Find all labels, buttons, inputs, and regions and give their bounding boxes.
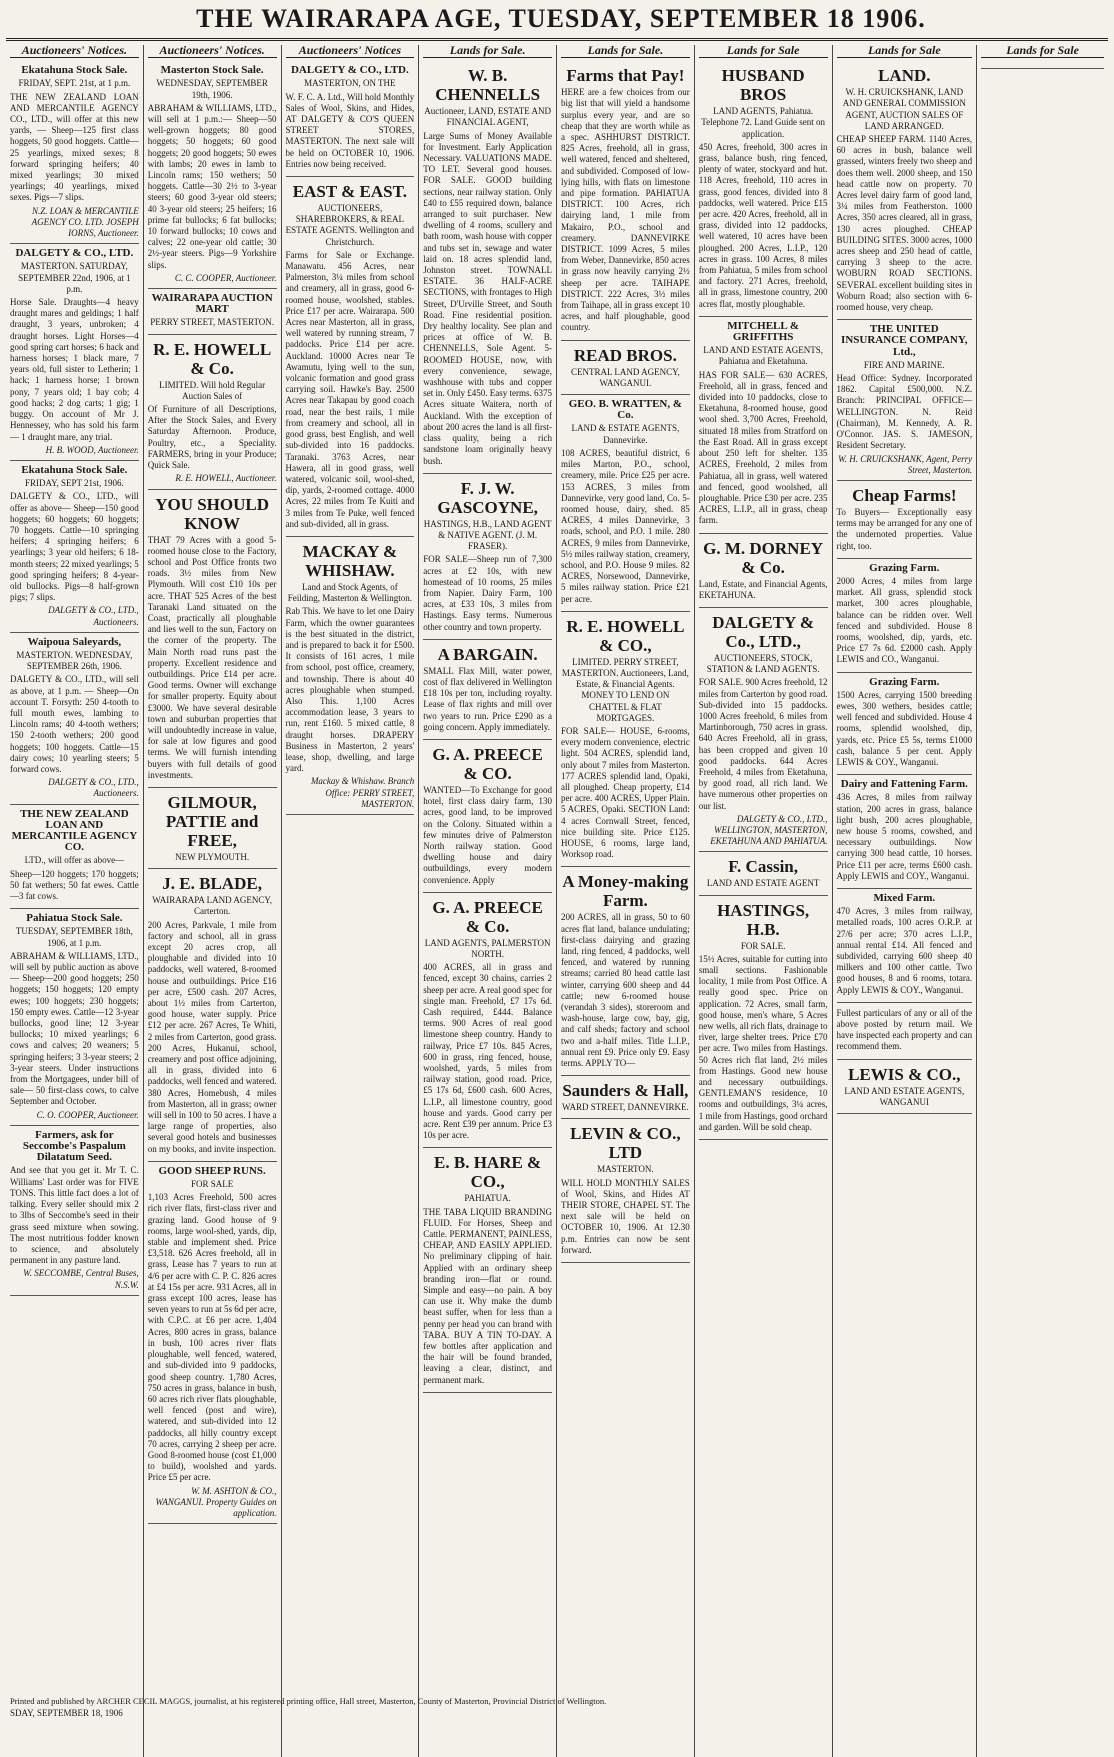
ad-subtitle: FOR SALE: [190, 1179, 234, 1190]
ad-signature: DALGETY & CO., LTD., Auctioneers.: [48, 605, 139, 627]
advertisement: [148, 490, 277, 788]
advertisement: [148, 335, 277, 490]
ad-subtitle: WEDNESDAY, SEPTEMBER 19th, 1906.: [156, 78, 268, 100]
ad-body-text: Sheep—120 hoggets; 170 hoggets; 50 fat wethers; 50 fat ewes. Cattle—3 fat cows.: [10, 868, 139, 902]
advertisement: [837, 320, 973, 481]
column-heading: Lands for Sale.: [561, 45, 690, 58]
ad-title: Dairy and Fattening Farm.: [840, 778, 968, 791]
ad-headline: Saunders & Hall,: [562, 1081, 689, 1101]
ad-signature: DALGETY & CO., LTD., WELLINGTON, MASTERTON, EKETAHUNA AND PAHIATUA.: [710, 813, 828, 847]
column-heading: Lands for Sale: [699, 45, 828, 58]
ad-subtitle: FRIDAY, SEPT 21st, 1906.: [24, 478, 124, 489]
advertisement: [837, 889, 973, 1003]
advertisement: [699, 896, 828, 1140]
advertisement: [561, 395, 690, 612]
ad-headline: E. B. HARE & CO.,: [434, 1153, 542, 1192]
ad-subtitle: LTD., will offer as above—: [24, 855, 125, 866]
ad-title: THE UNITED INSURANCE COMPANY, Ltd.,: [841, 323, 968, 358]
ad-headline: YOU SHOULD KNOW: [155, 494, 270, 533]
advertisement: [10, 805, 139, 910]
advertisement: [148, 788, 277, 869]
ad-subtitle: Land and Stock Agents, of Feilding, Masterton & Wellington.: [287, 581, 413, 604]
advertisement: [148, 289, 277, 335]
ad-signature: N.Z. LOAN & MERCANTILE AGENCY CO. LTD. JOSEPH IORNS, Auctioneer.: [31, 205, 139, 239]
ad-subtitle: MASTERTON, ON THE: [304, 78, 396, 89]
column-7: [833, 45, 978, 1757]
column-heading: Auctioneers' Notices.: [10, 45, 139, 58]
advertisement: [981, 61, 1104, 69]
column-2: [144, 45, 282, 1757]
ad-body-text: W. F. C. A. Ltd., Will hold Monthly Sales of Wool, Skins, and Hides, AT DALGETY & CO'S QUEEN STREET STORES, MASTERTON. The next sale will be held on OCTOBER 10, 1906. Entries now being received.: [285, 91, 415, 169]
ad-signature: W. SECCOMBE, Central Buses, N.S.W.: [23, 1268, 139, 1290]
ad-subtitle: AUCTIONEERS, STOCK, STATION & LAND AGENTS.: [706, 652, 820, 675]
ad-subtitle: FOR SALE.: [740, 940, 786, 951]
advertisement: [561, 1076, 690, 1119]
ad-title: Ekatahuna Stock Sale.: [21, 64, 128, 77]
advertisement: [423, 1148, 552, 1392]
advertisement: [148, 1162, 277, 1524]
column-6: [695, 45, 833, 1757]
ad-body-text: To Buyers— Exceptionally easy terms may be arranged for any one of the undernoted properties. Value right, too.: [836, 506, 973, 551]
ad-body-text: ABRAHAM & WILLIAMS, LTD., will sell at 1 p.m.:— Sheep—50 well-grown hoggets; 80 good hoggets; 50 hoggets; 60 good hoggets; 20 good hoggets; 50 ewes with lambs; 20 ewes in lamb to Lincoln rams; 150 wethers; 50 hoggets. Cattle—30 2½ to 3-year steers; 60 good 3-year old steers; 40 3-year old steers; 25 heifers; 16 prime fat bullocks; 6 fat bullocks; 10 forward bullocks; 10 cows and calves; 22 one-year old cattle; 30 2½-year steers. Pigs—9 Yorkshire slips.: [147, 102, 277, 270]
ad-headline: HASTINGS, H.B.: [717, 900, 810, 939]
ad-headline: A Money-making Farm.: [562, 872, 689, 911]
ad-title: Grazing Farm.: [869, 561, 940, 574]
ad-body-text: Of Furniture of all Descriptions, After the Stock Sales, and Every Saturday Afternoon. Produce, Poultry, etc., a Speciality. FARMERS, bring in your Produce; Quick Sale.: [147, 404, 277, 471]
advertisement: [699, 534, 828, 608]
ad-title: Pahiatua Stock Sale.: [26, 912, 123, 925]
ad-body-text: 400 ACRES, all in grass and fenced, except 30 chains, carries 2 sheep per acre. A real good spec for single man. Freehold, £7 17s 6d. Cash required, £444. Balance terms. 900 Acres of real good limestone sheep country. Handy to railway, Price £7 10s. 845 Acres, 600 in grass, ring fenced, house, woolshed, yards, 5 miles from railway station, good road. Price, £5 17s 6d, £600 cash. 600 Acres, L.I.P., all limestone country, good house and yards. Good carry per acre. Rent £39 per annum. Price £3 10s per acre.: [423, 962, 552, 1141]
advertisement: [561, 867, 690, 1076]
ad-body-text: WILL HOLD MONTHLY SALES of Wool, Skins, and Hides AT THEIR STORE, CHAPEL ST. The next sale will be held on OCTOBER 10, 1906. At 12.30 p.m. Entries can now be sent forward.: [561, 1177, 690, 1255]
ad-body-text: FOR SALE. 900 Acres freehold, 12 miles from Carterton by good road. Sub-divided into 15 paddocks. 1000 Acres freehold, 6 miles from Martinborough, 750 acres in grass. 640 Acres Freehold, all in grass, has been cropped and given 10 good paddocks. 644 Acres Freehold, 4 miles from Eketahuna, by good road, all rich land. We have numerous other properties on our list.: [698, 677, 828, 811]
ad-headline: READ BROS.: [573, 345, 677, 365]
ad-headline: LAND.: [878, 66, 931, 86]
ad-body-text: 1500 Acres, carrying 1500 breeding ewes, 300 wethers, besides cattle; well fenced and subdivided. House 4 rooms, splendid woolshed, dip, yards, etc. Price £5 5s, terms £1000 cash, balance 5 per cent. Apply LEWIS & COY., Wanganui.: [836, 689, 973, 767]
ad-signature: H. B. WOOD, Auctioneer.: [45, 444, 139, 455]
ad-subtitle: FRIDAY, SEPT. 21st, at 1 p.m.: [18, 78, 131, 89]
imprint-date: SDAY, SEPTEMBER 18, 1906: [10, 1708, 123, 1718]
ad-title: GOOD SHEEP RUNS.: [158, 1164, 266, 1177]
ad-body-text: FOR SALE—Sheep run of 7,300 acres at £2 10s, with new homestead of 10 rooms, 25 miles from Napier. Dairy Farm, 100 acres, at £33 10s, 3 miles from Hastings. Easy terms. Numerous other country and town property.: [423, 554, 552, 632]
ad-subtitle: W. H. CRUICKSHANK, LAND AND GENERAL COMMISSION AGENT, AUCTION SALES OF LAND ARRANGED.: [842, 87, 966, 131]
ad-headline: G. A. PREECE & CO.: [432, 744, 543, 783]
ad-body-text: FOR SALE— HOUSE, 6-rooms, every modern convenience, electric light. 504 ACRES, splendid land, only about 7 miles from Masterton. 177 ACRES splendid land, Opaki, all ploughed. Cheap property, £14 per acre. 400 ACRES, Upper Plain. 5 ACRES, Opaki. SECTION Land: 4 acres Cornwall Street, fenced, nice building site. Price £125. HOUSE, 6 rooms, large land, Worksop road.: [561, 725, 690, 860]
advertisement: [148, 869, 277, 1162]
advertisement: [10, 244, 139, 461]
advertisement: [837, 559, 973, 673]
ad-subtitle: LAND AND ESTATE AGENTS, Pahiatua and Eketahuna.: [703, 345, 824, 367]
ad-subtitle: HASTINGS, H.B., LAND AGENT & NATIVE AGENT. (J. M. FRASER).: [423, 518, 552, 552]
ad-headline: Cheap Farms!: [852, 485, 957, 505]
ad-body-text: 436 Acres, 8 miles from railway station, 200 acres in grass, balance light bush, 200 acres ploughable, new house 5 rooms, cowshed, and necessary outbuildings. Now carrying 300 head cattle, 10 horses. Price £11 per acre, terms £600 cash. Apply LEWIS and COY., Wanganui.: [836, 792, 973, 881]
ad-title: DALGETY & CO., LTD.: [15, 247, 134, 260]
advertisement: [561, 1119, 690, 1263]
ad-subtitle: PERRY STREET, MASTERTON.: [150, 317, 275, 328]
column-heading: Lands for Sale: [981, 45, 1104, 58]
ad-body-text: 200 ACRES, all in grass, 50 to 60 acres flat land, balance undulating; first-class dairying and grazing land, ring fenced, 4 paddocks, well fenced, and watered by running streams; carried 80 head cattle last winter, carrying 600 sheep and 44 cattle; new 6-roomed house (verandah 3 sides), storeroom and wash-house, large cow, bay, gig, and calf sheds; factory and school two and a-half miles. Title L.I.P., annual rent £9. Price only £9. Easy terms. APPLY TO—: [561, 912, 690, 1069]
advertisement: [837, 673, 973, 776]
ad-body-text: 2000 Acres, 4 miles from large market. All grass, splendid stock market, 300 acres ploughable, balance can be ridden over. Well fenced and subdivided. House 8 rooms, woolshed, dip, yards, etc. Price £7 7s 6d. £2000 cash. Apply LEWIS and CO., Wanganui.: [836, 575, 973, 665]
ad-subtitle: CENTRAL LAND AGENCY, WANGANUI.: [570, 366, 680, 388]
column-4: [419, 45, 557, 1757]
ad-headline: R. E. HOWELL & CO.,: [566, 616, 685, 655]
ad-body-text: DALGETY & CO., LTD., will offer as above— Sheep—150 good hoggets; 60 hoggets; 60 hoggets; 70 hoggets. Cattle—10 springing heifers; 4 springing heifers; 6 yearlings; 3 year old heifers; 6 18-month steers; 22 mixed yearlings; 5 good springing heifers; 8 4-year-old bullocks. Pigs—8 half-grown pigs; 7 slips.: [10, 491, 139, 603]
advertisement: [699, 852, 828, 895]
advertisement: [10, 909, 139, 1126]
column-5: [557, 45, 695, 1757]
ad-body-text: HERE are a few choices from our big list that will yield a handsome surplus every year, and are so cheap that they are worth while as a spec. ASHHURST DISTRICT. 825 Acres, freehold, all in grass, well watered, fenced and sheltered, and subdivided. Composed of low-lying hills, with flats on limestone and pipe formation. PAHIATUA DISTRICT. 100 Acres, rich dairying land, 1 mile from Makairo, P.O., school and creamery. DANNEVIRKE DISTRICT. 1099 Acres, 5 miles from Weber, Dannevirke, 850 acres in grass now heavily carrying 2½ sheep per acre. TAIHAPE DISTRICT. 222 Acres, 3½ miles from Taihape, all in grass except 10 acres, and half ploughable, good country.: [561, 87, 690, 333]
advertisement: [286, 177, 415, 537]
advertisement: [561, 341, 690, 395]
advertisement: [837, 481, 973, 559]
advertisement: [423, 474, 552, 640]
ad-headline: F. Cassin,: [728, 857, 798, 877]
ad-headline: A BARGAIN.: [437, 644, 538, 664]
advertisement: [423, 893, 552, 1149]
advertisement: [699, 608, 828, 852]
ad-subtitle: PAHIATUA.: [464, 1193, 511, 1204]
ad-title: WAIRARAPA AUCTION MART: [151, 292, 273, 316]
ad-subtitle: LAND AND ESTATE AGENT: [706, 878, 820, 889]
advertisement: [423, 640, 552, 740]
column-heading: Lands for Sale.: [423, 45, 552, 58]
ad-subtitle: LAND AND ESTATE AGENTS, WANGANUI: [844, 1085, 965, 1107]
ad-subtitle: MASTERTON. SATURDAY, SEPTEMBER 22nd, 1906, at 1 p.m.: [18, 261, 131, 294]
ad-title: Waipoua Saleyards,: [27, 635, 122, 648]
ad-body-text: Rab This. We have to let one Dairy Farm, which the owner guarantees is the best situated in the district, and is prepared to back it for £500. It consists of 161 acres, 1 mile from school, post office, creamery, and township. There is about 40 acres ploughable when stumped. Also This. 1,100 Acres accommodation lease, 3 years to run, rent £160. 5 mixed cattle, 8 draught horses. DRAPERY Business in Masterton, 2 years' lease, shop, dwelling, and large yard.: [285, 606, 415, 774]
ad-body-text: ABRAHAM & WILLIAMS, LTD., will sell by public auction as above— Sheep—200 good hoggets; 250 hoggets; 150 hoggets; 120 empty ewes; 100 hoggets; 230 hoggets; 150 empty ewes. Cattle—12 3-year bullocks, good line; 12 3-year bullocks; 10 mixed yearlings; 6 cows and calves; 20 weaners; 5 springing heifers; 3 3-year steers; 2 3-year steers. Under instructions from the Mortgagees, under bill of sale— 50 first-class cows, to calve September and October.: [10, 950, 139, 1107]
ad-headline: R. E. HOWELL & Co.: [153, 339, 272, 378]
ad-headline: EAST & EAST.: [292, 182, 407, 202]
ad-subtitle: TUESDAY, SEPTEMBER 18th, 1906, at 1 p.m.: [15, 926, 133, 948]
ad-body-text: Fullest particulars of any or all of the above posted by return mail. We have inspected each property and can recommend them.: [836, 1007, 973, 1052]
ad-signature: W. H. CRUICKSHANK, Agent, Perry Street, Masterton.: [838, 453, 973, 475]
ad-body-text: CHEAP SHEEP FARM. 1140 Acres, 60 acres in bush, balance well grassed, winters freely two sheep and does them well. 2000 sheep, and 150 head cattle now on property. 70 Acres level dairy farm of good land, 3¼ miles from Featherston. 1000 Acres, 350 acres cleared, all in grass, 130 acres ploughed. CHEAP BUILDING SITES. 3000 acres, 1000 acres sheep and 250 head of cattle, carrying 3 sheep to the acre. WOBURN ROAD SECTIONS. SEVERAL excellent building sites in Woburn Road; also section with 6-roomed house, very cheap.: [836, 134, 973, 313]
ad-body-text: Land, Estate, and Financial Agents, EKETAHUNA.: [698, 578, 828, 600]
column-heading: Auctioneers' Notices.: [148, 45, 277, 58]
ad-headline: J. E. BLADE,: [162, 874, 262, 894]
ad-headline: GILMOUR, PATTIE and FREE,: [165, 792, 259, 850]
ad-body-text: Farms for Sale or Exchange. Manawatu. 456 Acres, near Palmerston, 3¼ miles from school and creamery, all in grass, good 6-roomed house, woolshed, stables. Price £17 per acre. Wairarapa. 500 Acres near Masterton, all in grass, well watered by running stream, 7 paddocks. Price £14 per acre. Auckland. 10000 Acres near Te Awamutu, lying well to the sun, volcanic formation and good grass carrying soil. Hawke's Bay. 2500 Acres near Takapau by good coach road, near the best rails, 1 mile from creamery and school, all in good grass, best English, and well sub-divided into 16 paddocks. Taranaki. 3763 Acres, near Hawera, all in good grass, well watered, volcanic soil, wool-shed, dip, yards, 2-roomed cottage. 4000 Acres, 22 miles from Te Kuiti and 3 miles from Te Puke, well fenced and sub-divided, all in grass.: [285, 249, 415, 529]
imprint-text: Printed and published by ARCHER CECIL MAGGS, journalist, at his registered printing office, Hall street, Masterton, County of Masterton, Provincial District of Wellington.: [10, 1696, 607, 1706]
advertisement: [10, 61, 139, 244]
advertisement: [148, 61, 277, 289]
ad-headline: G. M. DORNEY & Co.: [703, 538, 824, 577]
masthead-title: THE WAIRARAPA AGE, TUESDAY, SEPTEMBER 18 1906.: [196, 4, 926, 33]
column-8: [977, 45, 1108, 1757]
ad-body-text: 1,103 Acres Freehold, 500 acres rich river flats, first-class river and grazing land. Good house of 9 rooms, large wool-shed, yards, dip, stable and implement shed. Price £3,518. 626 Acres freehold, all in grass, Lease has 7 years to run at 4/6 per acre with C. P. C. 826 acres at £4 15s per acre. 931 Acres, all in grass except 100 acres, lease has seven years to run at 5s 6d per acre, with C.P.C. at £6 per acre. 1,404 Acres, 800 acres in grass, balance in bush, 100 acres river flats ploughable, well fenced, watered, and sub-divided into 9 paddocks, good sheep country. 1,780 Acres, 750 acres in grass, balance in bush, 60 acres rich river flats ploughable, well fenced (post and wire), watered, and sub-divided into 12 paddocks, all hilly country except 70 acres, carrying 2 sheep per acre. Good 8-roomed house (cost £1,000 to build), woolshed and yards. Price £5 per acre.: [147, 1192, 277, 1483]
advertisement: [561, 61, 690, 340]
ad-headline: LEVIN & CO., LTD: [570, 1124, 681, 1163]
advertisement: [837, 1060, 973, 1114]
ad-title: Ekatahuna Stock Sale.: [21, 463, 128, 476]
ad-body-text: 108 ACRES, beautiful district, 6 miles Marton, P.O., school, creamery, mile. Price £25 per acre. 153 ACRES, 3 miles from Dannevirke, very good land, Co. 5-roomed house, dairy, shed. 85 ACRES, 4 miles Dannevirke, 3 roads, school, and P.O. 1 mile. 280 ACRES, 9 miles from Dannevirke, 5½ miles railway station, creamery, school, and P.O. House 9 miles. 82 ACRES, Norsewood, Dannevirke, 5 miles railway station. Price £21 per acre.: [561, 447, 690, 604]
advertisement: [837, 61, 973, 320]
ad-title: Mixed Farm.: [873, 892, 936, 904]
imprint-footer: [0, 1696, 1114, 1719]
ad-subtitle: LIMITED. Will hold Regular Auction Sales of: [159, 379, 266, 401]
ad-subtitle: MASTERTON.: [597, 1164, 654, 1175]
advertisement: [10, 461, 139, 633]
ad-headline: MACKAY & WHISHAW.: [302, 541, 398, 580]
ad-body-text: Head Office: Sydney. Incorporated 1862. Capital £500,000. N.Z. Branch: PRINCIPAL OFFICE—WELLINGTON. N. Reid (Chairman), M. Kennedy, A. R. O'Connor. JAS. S. JAMESON, Resident Secretary.: [836, 373, 973, 451]
masthead: [6, 4, 1108, 41]
advertisement: [286, 537, 415, 815]
ad-signature: C. C. COOPER, Auctioneer.: [174, 272, 277, 283]
ad-subtitle: Auctioneer, LAND, ESTATE AND FINANCIAL AGENT,: [424, 106, 551, 128]
ad-body-text: THAT 79 Acres with a good 5-roomed house close to the Factory, school and Post Office fronts two roads. 3½ miles from New Plymouth. Will cost £10 10s per acre. THAT 525 Acres of the best Taranaki Land situated on the Coast, practically all ploughable and lies well to the sun, Factory on the corner of the property. The Main North road runs past the property. Excellent residence and outbuildings. Price £14 per acre. Good terms. Owner will exchange for smaller property. Equity about £3000. We have several desirable town and suburban properties that will undoubtedly increase in value, for sale at low figures and good terms. We will furnish intending buyers with full details of good investments.: [147, 534, 277, 780]
ad-subtitle: WARD STREET, DANNEVIRKE.: [561, 1102, 689, 1113]
ad-headline: DALGETY & Co., LTD.,: [712, 612, 815, 651]
ad-title: Masterton Stock Sale.: [160, 64, 264, 77]
ad-body-text: Large Sums of Money Available for Investment. Early Application Necessary. VALUATIONS MADE. TO LET. Several good houses. FOR SALE. GOOD building sections, near railway station. Only £40 to £55 required down, balance arranged to suit purchaser. New dwelling of 4 rooms, scullery and bath room, wash house with copper and tubs set in, sewage and water laid on. 18 acres splendid land, Johnston street. TOWNALL ESTATE. 36 HALF-ACRE SECTIONS, with frontages to High Street, D'Urville Street, and South Road. Fine residential position. Dry healthy locality. See plan and prices at office of W. B. CHENNELLS, Sole Agent. 5-ROOMED HOUSE, now, with every convenience, sewage, washhouse with tubs and copper set in. Only £450. Easy terms. 6375 Acres situate Waitera, north of Auckland. With the exception of about 200 acres the land is all first-class quality, being a rich sandstone loam originally heavy bush.: [423, 130, 552, 466]
ad-headline: LEWIS & CO.,: [848, 1064, 961, 1084]
advertisement: [423, 61, 552, 474]
ad-body-text: THE TABA LIQUID BRANDING FLUID. For Horses, Sheep and Cattle. PERMANENT, PAINLESS, CHEAP, AND EASILY APPLIED. No preliminary clipping of hair. Applied with an ordinary sheep branding iron—flat or round. Simple and easy—no pain. A boy can use it. Why make the dumb beast suffer, when for less than a penny per head you can brand with TABA. BUY A TIN TO-DAY. A few bottles after application and the hair will be found branded, leaving a clear, distinct, and permanent mark.: [423, 1206, 552, 1385]
ad-body-text: Horse Sale. Draughts—4 heavy draught mares and geldings; 1 half draught, 3 years, unbroken; 4 draught horses. Light Horses—4 good spring cart horses; 6 hack and harness horses; 1 black mare, 7 years old, full sister to Letherin; 1 hack; 1 harness horse; 1 brown pony, 7 years old; 1 bay cob; 4 good hacks; 2 dog carts; 1 gig; 1 buggy. On account of Mr J. Hennessey, who has sold his farm — 1 draught mare, any trial.: [10, 297, 139, 442]
advertisement: [286, 61, 415, 177]
ad-headline: F. J. W. GASCOYNE,: [437, 478, 538, 517]
column-heading: Auctioneers' Notices: [286, 45, 415, 58]
ad-subtitle: LIMITED. PERRY STREET, MASTERTON. Auctioneers, Land, Estate, & Financial Agents. MONEY TO LEND ON CHATTEL & FLAT MORTGAGES.: [561, 656, 689, 723]
advertisement: [10, 633, 139, 805]
ad-body-text: SMALL Flax Mill, water power, cost of flax delivered in Wellington £18 10s per ton, including royalty. Lease of flax rights and mill over two years to run. Price £290 as a going concern. Apply immediately.: [423, 665, 552, 732]
advertisement: [699, 61, 828, 317]
ad-headline: HUSBAND BROS: [721, 66, 805, 105]
ad-body-text: 200 Acres, Parkvale, 1 mile from factory and school, all in grass except 20 acres crop, all ploughable and divided into 10 paddocks, well watered, 8-roomed house and outbuildings. Price £16 per acre, £500 cash. 207 Acres, about 1½ miles from Carterton, good house, water supply. Price £12 per acre. 267 Acres, Te Whiti, 2 miles from Carterton, good grass. 200 Acres, Hukanui, school, creamery and post office adjoining, all in grass, divided into 6 paddocks, well fenced and watered. 380 Acres, Homebush, 4 miles from Masterton, all in grass; owner will sell in 100 to 50 acres. I have a large range of properties, also several good hotels and businesses on my books, and invite inspection.: [147, 919, 277, 1154]
column-3: [282, 45, 420, 1757]
advertisement: [837, 775, 973, 889]
ad-body-text: 15½ Acres, suitable for cutting into small sections. Fashionable locality, 1 mile from Post Office. A really good spec. Price on application. 72 Acres, small farm, good house, men's whare, 5 Acres new wells, all rich flats, drainage to river, large shelter trees. Price £70 per acre. Two miles from Hastings. 50 Acres rich flat land, 2½ miles from Hastings. Good new house and necessary outbuildings. GENTLEMAN'S residence, 10 rooms and outbuildings, 3¼ acres, 1 mile from Hastings, good orchard and garden. Will be sold cheap.: [698, 953, 828, 1132]
ad-body-text: 470 Acres, 3 miles from railway, metalled roads, 100 acres O.R.P. at 27/6 per acre; 370 acres L.I.P., annual rental £14. All fenced and subdivided, carrying 600 sheep 40 milkers and 100 other cattle. Two good houses, 8 and 6 rooms, totara. Apply LEWIS & COY., Wanganui.: [836, 906, 973, 995]
ad-subtitle: MASTERTON. WEDNESDAY, SEPTEMBER 26th, 1906.: [16, 649, 133, 672]
ad-headline: W. B. CHENNELLS: [435, 66, 541, 105]
ad-title: MITCHELL & GRIFFITHS: [727, 319, 800, 344]
ad-title: Grazing Farm.: [869, 675, 940, 688]
ad-subtitle: LAND & ESTATE AGENTS, Dannevirke.: [571, 423, 680, 445]
ad-signature: R. E. HOWELL, Auctioneer.: [175, 473, 277, 484]
ad-signature: Mackay & Whishaw. Branch Office: PERRY STREET, MASTERTON.: [310, 776, 415, 809]
ad-title: THE NEW ZEALAND LOAN AND MERCANTILE AGENCY CO.: [11, 807, 138, 854]
ad-subtitle: LAND AGENTS, Pahiatua. Telephone 72. Land Guide sent on application.: [701, 106, 826, 139]
ad-title: DALGETY & CO., LTD.: [290, 64, 409, 77]
ad-body-text: 450 Acres, freehold, 300 acres in grass, balance bush, ring fenced, plenty of water, stockyard and hut. 118 Acres, freehold, 110 acres in grass, good fences, divided into 8 paddocks, well watered. Price £15 per acre. 420 Acres, freehold, all in grass, divided into 12 paddocks, well watered, 10 acres have been ploughed. 200 Acres, L.I.P., 120 acres in grass. 100 Acres, 8 miles from Pahiatua, 5 miles from school and factory. 271 Acres, freehold, all in grass, limestone country, 200 acres flat, mostly ploughable.: [698, 141, 828, 309]
ad-headline: Farms that Pay!: [566, 66, 685, 86]
ad-body-text: THE NEW ZEALAND LOAN AND MERCANTILE AGENCY CO., LTD., will offer at this new yards, — Sheep—125 first class hoggets, 50 good hoggets. Cattle—25 yearlings, mixed sexes; 8 forward springing heifers; 40 mixed yearlings; 30 mixed yearlings; 40 yearlings, mixed sexes. Pigs—7 slips.: [10, 91, 139, 203]
ad-body-text: DALGETY & CO., LTD., will sell as above, at 1 p.m. — Sheep—On account T. Forsyth: 250 4-tooth to full mouth ewes, lambing to Lincoln rams; 40 4-tooth wethers; 150 2-tooth wethers; 200 good hoggets; 100 hoggets. Cattle—15 dairy cows; 10 yearling steers; 5 forward cows.: [10, 674, 139, 774]
advertisement: [837, 1003, 973, 1060]
ad-body-text: HAS FOR SALE— 630 ACRES, Freehold, all in grass, fenced and divided into 10 paddocks, close to Eketahuna, 8-roomed house, good wool shed. 3,700 Acres, Freehold, situated 18 miles from Stratford on the East Road. All in grass except about 250 left for shelter. 135 ACRES, Freehold, 2 miles from Pahiatua, all in grass, well watered and fenced, good woolshed, all ploughable. Price £30 per acre. 235 ACRES, L.I.P., all in grass, cheap farm.: [698, 369, 828, 526]
ad-title: Farmers, ask for Seccombe's Paspalum Dilatatum Seed.: [22, 1128, 126, 1164]
column-heading: Lands for Sale: [837, 45, 973, 58]
advertisement: [561, 612, 690, 868]
advertisement: [10, 1126, 139, 1296]
ad-subtitle: WAIRARAPA LAND AGENCY, Carterton.: [152, 895, 273, 917]
ad-subtitle: NEW PLYMOUTH.: [175, 851, 250, 862]
column-1: [6, 45, 144, 1757]
ad-signature: DALGETY & CO., LTD., Auctioneers.: [48, 777, 139, 799]
ad-subtitle: AUCTIONEERS, SHAREBROKERS, & REAL ESTATE AGENTS. Wellington and Christchurch.: [285, 203, 415, 247]
ad-body-text: WANTED—To Exchange for good hotel, first class dairy farm, 130 acres, good land, to be improved on the Colony. Situated within a few minutes drive of Palmerston North railway station. Good dwelling house and dairy outbuildings, every modern convenience. Apply: [423, 784, 552, 885]
ad-subtitle: LAND AGENTS, PALMERSTON NORTH.: [424, 937, 551, 959]
columns-container: [6, 45, 1108, 1757]
ad-signature: C. O. COOPER, Auctioneer.: [36, 1109, 139, 1120]
ad-signature: W. M. ASHTON & CO., WANGANUI. Property Guides on application.: [155, 1485, 277, 1518]
advertisement: [423, 740, 552, 893]
ad-title: GEO. B. WRATTEN, & Co.: [568, 398, 683, 422]
ad-subtitle: FIRE AND MARINE.: [863, 359, 945, 370]
ad-headline: G. A. PREECE & Co.: [432, 897, 543, 936]
advertisement: [699, 317, 828, 534]
ad-body-text: And see that you get it. Mr T. C. Williams' Last order was for FIVE TONS. This little fact does a lot of talking. Every seller should mix 2 to 3lbs of Seccombe's seed in their grass seed mixture when sowing. The most nutritious fodder known to science, and absolutely permanent in any pasture land.: [10, 1165, 139, 1266]
